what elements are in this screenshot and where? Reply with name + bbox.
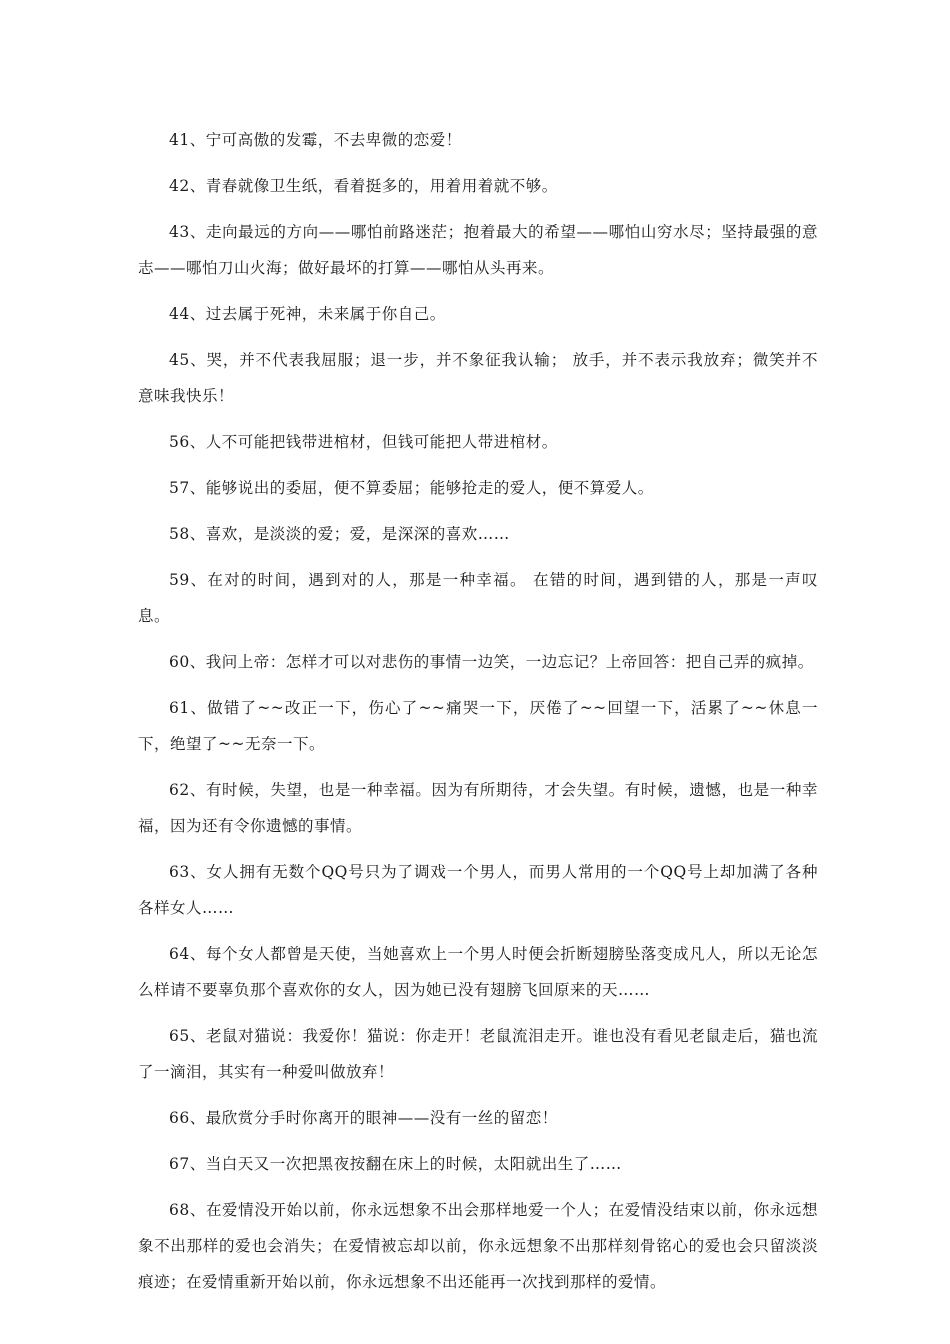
quote-paragraph-66: 66、最欣赏分手时你离开的眼神——没有一丝的留恋！ [169,1109,558,1127]
quote-paragraph-56: 56、人不可能把钱带进棺材，但钱可能把人带进棺材。 [169,433,558,451]
quote-paragraph-65: 65、老鼠对猫说：我爱你！猫说：你走开！老鼠流泪走开。谁也没有看见老鼠走后，猫也流了一滴泪，其实有一种爱叫做放弃！ [138,1027,818,1081]
quote-paragraph-67: 67、当白天又一次把黑夜按翻在床上的时候，太阳就出生了…… [169,1155,622,1173]
quote-paragraph-45: 45、哭，并不代表我屈服；退一步，并不象征我认输； 放手，并不表示我放弃；微笑并不意味我快乐！ [138,351,818,405]
quote-paragraph-64: 64、每个女人都曾是天使，当她喜欢上一个男人时便会折断翅膀坠落变成凡人，所以无论怎么样请不要辜负那个喜欢你的女人，因为她已没有翅膀飞回原来的天…… [138,945,818,999]
quote-paragraph-63: 63、女人拥有无数个QQ号只为了调戏一个男人，而男人常用的一个QQ号上却加满了各种各样女人…… [138,863,818,917]
quote-paragraph-59: 59、在对的时间，遇到对的人，那是一种幸福。 在错的时间，遇到错的人，那是一声叹息。 [138,571,818,625]
quote-paragraph-58: 58、喜欢，是淡淡的爱；爱，是深深的喜欢…… [169,525,510,543]
quote-paragraph-57: 57、能够说出的委屈，便不算委屈；能够抢走的爱人，便不算爱人。 [169,479,654,497]
quote-paragraph-44: 44、过去属于死神，未来属于你自己。 [169,305,446,323]
quote-paragraph-43: 43、走向最远的方向——哪怕前路迷茫；抱着最大的希望——哪怕山穷水尽；坚持最强的意志——哪怕刀山火海；做好最坏的打算——哪怕从头再来。 [138,223,818,277]
quote-paragraph-61: 61、做错了~~改正一下，伤心了~~痛哭一下，厌倦了~~回望一下，活累了~~休息一下，绝望了~~无奈一下。 [138,699,818,753]
quote-paragraph-42: 42、青春就像卫生纸，看着挺多的，用着用着就不够。 [169,177,558,195]
document-body [138,122,818,1310]
quote-paragraph-60: 60、我问上帝：怎样才可以对悲伤的事情一边笑，一边忘记？上帝回答：把自己弄的疯掉。 [169,653,814,671]
quote-paragraph-68: 68、在爱情没开始以前，你永远想象不出会那样地爱一个人；在爱情没结束以前，你永远想象不出那样的爱也会消失；在爱情被忘却以前，你永远想象不出那样刻骨铭心的爱也会只留淡淡痕迹；在爱情重新开始以前，你永远想象不出还能再一次找到那样的爱情。 [138,1201,818,1291]
quote-paragraph-41: 41、宁可高傲的发霉，不去卑微的恋爱！ [169,131,462,149]
quote-paragraph-62: 62、有时候，失望，也是一种幸福。因为有所期待，才会失望。有时候，遗憾，也是一种幸福，因为还有令你遗憾的事情。 [138,781,818,835]
